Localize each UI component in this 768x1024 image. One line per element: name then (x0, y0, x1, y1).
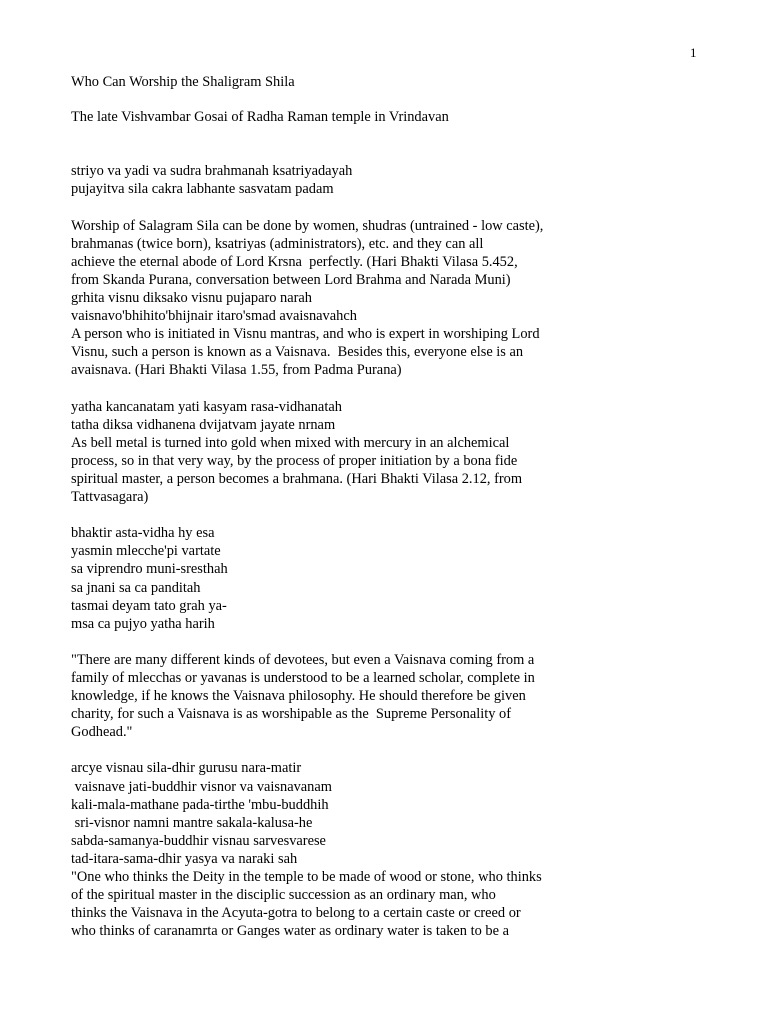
verse-line: striyo va yadi va sudra brahmanah ksatriyadayah (71, 163, 353, 180)
spacer (71, 380, 731, 398)
verse-line: bhaktir asta-vidha hy esa (71, 525, 215, 542)
text-line: Tattvasagara) (71, 489, 149, 506)
verse-line: tad-itara-sama-dhir yasya va naraki sah (71, 850, 298, 867)
paragraph-1 (71, 217, 731, 380)
text-line: thinks the Vaisnava in the Acyuta-gotra to belong to a certain caste or creed or (71, 905, 521, 922)
text-line: A person who is initiated in Visnu mantras, and who is expert in worshiping Lord (71, 326, 540, 343)
verse-line: pujayitva sila cakra labhante sasvatam padam (71, 181, 334, 198)
text-line: avaisnava. (Hari Bhakti Vilasa 1.55, from Padma Purana) (71, 362, 402, 379)
spacer (71, 506, 731, 524)
text-line: Godhead." (71, 724, 133, 741)
verse-line: sa viprendro muni-sresthah (71, 561, 228, 578)
text-line: brahmanas (twice born), ksatriyas (administrators), etc. and they can all (71, 235, 484, 252)
verse-line: sa jnani sa ca panditah (71, 579, 201, 596)
text-line: of the spiritual master in the disciplic succession as an ordinary man, who (71, 887, 496, 904)
text-line: grhita visnu diksako visnu pujaparo narah (71, 290, 312, 307)
text-line: Worship of Salagram Sila can be done by women, shudras (untrained - low caste), (71, 217, 544, 234)
sanskrit-verse-2 (71, 524, 731, 633)
text-line: from Skanda Purana, conversation between Lord Brahma and Narada Muni) (71, 271, 511, 288)
text-line: As bell metal is turned into gold when mixed with mercury in an alchemical (71, 434, 510, 451)
document-title: Who Can Worship the Shaligram Shila (71, 74, 295, 90)
text-line: family of mlecchas or yavanas is understood to be a learned scholar, complete in (71, 670, 535, 686)
text-line: spiritual master, a person becomes a brahmana. (Hari Bhakti Vilasa 2.12, from (71, 470, 523, 487)
spacer (71, 199, 731, 217)
spacer (71, 126, 731, 162)
sanskrit-verse-1 (71, 162, 731, 198)
text-line: vaisnavo'bhihito'bhijnair itaro'smad avaisnavahch (71, 308, 357, 325)
verse-line: sri-visnor namni mantre sakala-kalusa-he (71, 814, 313, 831)
spacer (71, 91, 731, 108)
spacer (71, 633, 731, 651)
text-line: achieve the eternal abode of Lord Krsna perfectly. (Hari Bhakti Vilasa 5.452, (71, 253, 518, 270)
text-line: tatha diksa vidhanena dvijatvam jayate nrnam (71, 416, 336, 433)
paragraph-4 (71, 759, 731, 940)
page-number: 1 (690, 45, 697, 60)
document-subtitle: The late Vishvambar Gosai of Radha Raman temple in Vrindavan (71, 109, 449, 126)
text-line: process, so in that very way, by the process of proper initiation by a bona fide (71, 452, 518, 469)
verse-line: yasmin mlecche'pi vartate (71, 543, 221, 560)
verse-line: sabda-samanya-buddhir visnau sarvesvarese (71, 832, 326, 849)
text-line: "There are many different kinds of devotees, but even a Vaisnava coming from a (71, 651, 535, 668)
text-line: knowledge, if he knows the Vaisnava philosophy. He should therefore be given (71, 688, 526, 705)
text-line: "One who thinks the Deity in the temple to be made of wood or stone, who thinks (71, 869, 542, 886)
verse-line: kali-mala-mathane pada-tirthe 'mbu-buddhih (71, 796, 329, 813)
paragraph-3 (71, 651, 731, 741)
document-body (71, 73, 731, 940)
text-line: yatha kancanatam yati kasyam rasa-vidhanatah (71, 398, 342, 415)
verse-line: msa ca pujyo yatha harih (71, 615, 215, 632)
spacer (71, 741, 731, 759)
text-line: who thinks of caranamrta or Ganges water as ordinary water is taken to be a (71, 923, 509, 940)
paragraph-2 (71, 398, 731, 507)
verse-line: vaisnave jati-buddhir visnor va vaisnavanam (71, 778, 332, 795)
text-line: charity, for such a Vaisnava is as worshipable as the Supreme Personality of (71, 706, 512, 723)
verse-line: arcye visnau sila-dhir gurusu nara-matir (71, 760, 302, 777)
verse-line: tasmai deyam tato grah ya- (71, 597, 227, 614)
text-line: Visnu, such a person is known as a Vaisnava. Besides this, everyone else is an (71, 344, 524, 361)
